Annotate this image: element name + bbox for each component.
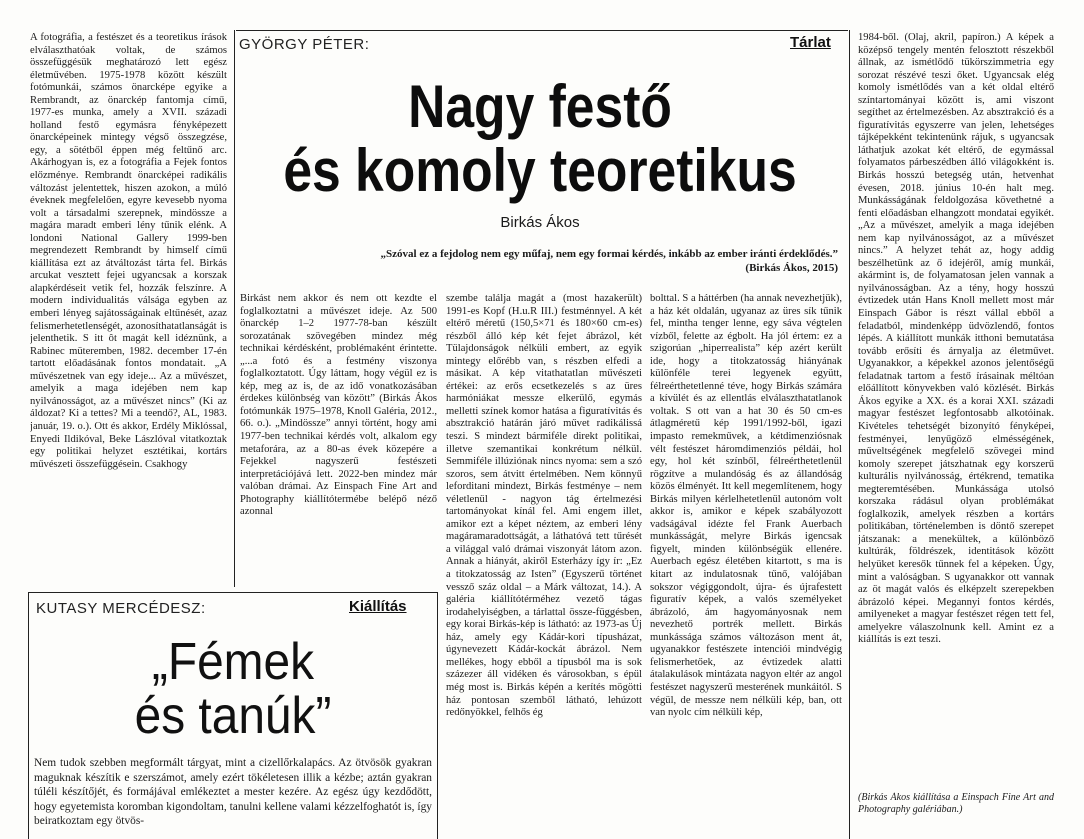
article1-top-rule xyxy=(236,30,848,31)
article1-rubric: Tárlat xyxy=(790,34,831,51)
article2-headline-line2: és tanúk” xyxy=(134,687,332,745)
article1-headline-line2: és komoly teoretikus xyxy=(283,137,797,204)
article1-column-right1 xyxy=(650,293,842,839)
article2-text: Nem tudok szebben megformált tárgyat, mint a cizellőrkalapács. Az ötvösök gyakran maguknak készítik e szerszámot, amely ezért tökéletesen illik a kézbe; aztán gyakran túléli készítőjét, és formájával emlékeztet a mester kezére. Az egész úgy kezdődött, hogy egyetemista koromban kigondoltam, tanulni kellene valami kézzelfoghatót is, így beiratkoztam egy ötvös- xyxy=(34,757,432,828)
article2-headline-line1: „Fémek xyxy=(151,633,315,691)
article1-text-mid2: szembe találja magát a (most hazakerült) 1991-es Kopf (H.u.R III.) festménnyel. A két eltérő méretű (150,5×71 és 180×60 cm-es) részből álló kép két fejet ábrázol, két Tülajdonságok nélküli embert, az egyik mintegy előrébb van, s részben elfedi a másikat. A kép vitathatatlan művészeti értékei: az erős ecsetkezelés s az üres harmóniákat messze elkerülő, egymás melletti színek komor hatása a figuratívitás és absztrakció határán járó művet radikálissá teszi. S mindezt bármiféle direkt politikai, illetve szemantikai konkrétum nélkül. Semmiféle illúziónak nincs nyoma: sem a szó szoros, sem átvitt értelmében. Nem könnyű leforditani mindezt, Birkás festménye – nem véletlenül - nagyon tág értelmezési tartományokat kínál fel. Ami engem illet, amikor ezt a képet néztem, az emberi lény magáramaradottságát, a láthatóvá tett tűrését a világgal való drámai viszonyát látom azon. Annak a hiányát, akiről Esterházy így ír: „Ez a titokzatosság az Isten” (Egyszerű történet vessző száz oldal – a Márk változat, 14.). A galéria kiállítótérméhez vezető tágas irodahelyiségben, a tárlattal össze-függésben, egy korai Birkás-kép is látható: az 1973-as Új ház, amely egy Kádár-kori típusházat, úgynevezett Kádár-kockát ábrázol. Nem mellékes, hogy ebből a típusból ma is sok százezer áll vidéken és városokban, s épül még most is. Birkás képén a kerítés mögötti ház pontosan szemből látható, lehúzott redőnyökkel, felhős ég xyxy=(446,293,642,719)
column-rule-left xyxy=(234,30,235,587)
article1-author: GYÖRGY PÉTER: xyxy=(239,36,370,53)
article1-headline-line1: Nagy festő xyxy=(408,73,672,140)
article1-caption-text: (Birkás Ákos kiállítása a Einspach Fine Art and Photography galériában.) xyxy=(858,792,1054,815)
article1-text-left: A fotográfia, a festészet és a teoretikus írások elválaszthatóak voltak, de számos összefüggésük meghatározó lett egész életművében. 1975-1978 között készült fotómunkái, számos önarcképe egyike a Rembrandt, az önarckép fantomja című, 1977-es munka, amely a XVII. századi holland festő egymásra fényképezett önarcképeinek mintegy végső összegzése, egy, a sötétből éppen még feltűnő arc. Akárhogyan is, ez a fotográfia a Fejek fontos előzménye. Rembrandt önarcképei radikális változást jelentettek, hiszen azokon, a múló éveknek megfelelően, egyre kevesebb nyoma volt a társadalmi szerepnek, mindössze a magára maradt emberi lény tűnik elénk. A londoni National Gallery 1999-ben megrendezett Rembrandt by himself című kiállítása ezt az átváltozást tárta fel. Birkás arcukat vesztett fejei ugyancsak a korszak alapkérdéseit vetik fel, hozzák felszínre. A modern individualitás válsága egyben az emberi lényeg sajátosságainak eltűnését, azaz felismerhetetlenségét, azonosíthatatlanságát is jelenthetik. S itt ôt magát kell idéznünk, a Rabinec müteremben, 1982. december 17-én tartott előadásának fontos mondatait. „A művészetnek van egy ideje... Az a művészet, amelyik a maga idejében nem kap nyilvánosságot, az a művészet nincs” (Ki az áldozat? Ki a tettes? Mi a teendő?, AL, 1983. január, 19. o.). Ott és akkor, Erdély Miklóssal, Enyedi Ildikóval, Beke Lászlóval vitatkoztak egy politikai helyzet esztétikai, kortárs művészeti összefüggésein. Csakhogy xyxy=(30,32,227,470)
article2-author: KUTASY MERCÉDESZ: xyxy=(36,600,206,617)
article1-quote-text: „Szóval ez a fejdolog nem egy műfaj, nem egy formai kérdés, inkább az ember iránti érdeklődés.” xyxy=(380,248,838,260)
article1-text-right1: bolttal. S a háttérben (ha annak nevezhetjük), a ház két oldalán, ugyanaz az üres sík tűnik fel, mintha tenger lenne, egy sáva végtelen vízből, felette az égbolt. Ha jól értem: ez a szigorúan „hiperrealista” kép azért került ide, hogy a titokzatosság hiányának különféle terei legyenek együtt, félreérthetetlenné téve, hogy Birkás számára a kívülét és az ellentlás elválaszthatatlanok voltak. S ott van a hat 30 és 50 cm-es átlagméretű kép 1991/1992-ből, igazi impasto remekművek, a kétdimenziósnak vélt festészet háromdimenziós példái, hol egy, hol két színből, félreérthetetlenül rögzítve a mulandóság és az állandóság közös élményét. Itt kell megemlítenem, hogy Birkás milyen kérlelhetetlenül autonóm volt akkor is, amikor e képek szabályozott vadságával idézte fel Frank Auerbach munkásságát, melyre Birkás igencsak figyelt, minden különbségük ellenére. Auerbach egész életében kitartott, s ma is kitart az indulatosnak tűnő, valójában sokszor végiggondolt, újra- és újrafestett figuratív képek, a valós személyeket ábrázoló, ám hagyományosnak nem nevezhető portrék mellett. Birkás munkássága számos változáson ment át, ugyanakkor festészete intenciói mindvégig felismerhetőek, az évtizedek alatti átalakulások mintázata nagyon eltér az angol festészet nagyszerű mesterének munkáitól. S végül, de messze nem nélküli kép, ban, ott van nyolc cím nélküli kép, xyxy=(650,293,842,719)
article2-rubric: Kiállítás xyxy=(349,598,407,615)
article1-caption xyxy=(858,792,1054,832)
article1-quote-source: (Birkás Ákos, 2015) xyxy=(745,262,838,274)
article1-byline: Birkás Ákos xyxy=(500,214,580,231)
article1-column-right2 xyxy=(858,32,1054,807)
article1-text-mid1: Birkást nem akkor és nem ott kezdte el foglalkoztatni a művészet ideje. Az 500 önarckép 1–2 1977-78-ban készült sorozatának szövegében mindez még technikai kérdésként, problémaként érintette. „...a fotó és a festmény viszonya foglalkoztatott. Úgy láttam, hogy végül ez is kép, meg az is, de az idő vonatkozásában érdekes különbség van között” (Birkás Ákos fotómunkák 1975–1978, Knoll Galéria, 2012., 66. o.). „Mindössze” annyi történt, hogy ami 1977-ben technikai kérdés volt, alkalom egy metaforára, az a 80-as évek közepére a Fejekkel nagyszerű festészeti interpretációjává lett. 2022-ben mindez már valóban drámai. Az Einspach Fine Art and Photography kiállítótermébe belépő néző azonnal xyxy=(240,293,437,518)
article1-quote xyxy=(250,247,838,275)
column-rule-right xyxy=(849,30,850,839)
article1-column-mid1 xyxy=(240,293,437,578)
article1-text-right2: 1984-ből. (Olaj, akril, papíron.) A képek a középső tengely mentén felosztott részekből állnak, az ismétlődő tükörszimmetria egy sorozat részévé teszi őket. Ugyancsak elég komoly ismétlődés van a két oldal eltérő színtartományai között is, ami viszont segíthet az értelmezésben. Az absztrakció és a figuratívitás egyszerre van jelen, lehetséges tájképekként tekintenünk rájuk, s ugyancsak láthatjuk azokat két eltérő, de egymással folyamatos párbeszédben álló világokként is. Birkás hosszú betegség után, hetvenhat évesen, 2018. június 10-én halt meg. Munkásságának feldolgozása követhetné a fenti előadásban elhangzott mondatai egyikét. „Az a művészet, amelyik a maga idejében nem kap nyilvánosságot, az a művészet nincs.” A helyzet tehát az, hogy addig beszélhetünk az ő idejéről, amíg munkái, akármint is, de folyamatosan jelen vannak a nyilvánosságban. Az a tény, hogy hosszú évtizedek után Hans Knoll mellett most már Einspach Gábor is részt vállal ebből a feladatból, mindenképp üdvözlendő, fontos lépés. A kiállított munkák itthoni bemutatása tovább erősíti és árnyalja az életművet. Ugyanakkor, a képekkel azonos jelentőségű feladatnak tartom a festő írásainak méltóan előállított könyvekben való közlését. Birkás Ákos egyike a XX. és a korai XXI. századi magyar festészet legfontosabb alkotóinak. Kivételes tehetségét bizonyító fényképei, festményei, lenyűgöző elmésségének, műveltségének megfelelő szövegei mind komoly szerepet játszhatnak egy korszerű kulturális nyilvánosság, értékrend, tematika megteremtésében. Munkássága utolsó korszaka rádásul olyan problémákat foglalkozik, amelyek részben a kortárs politikában, történelemben is döntő szerepet játszanak: a menekültek, a különböző kultúrák, földrészek, identitások között helyüket keresők tűnnek fel a képeken. Úgy, mint a valóságban. S ugyanakkor ott vannak az öt magát valós és elképzelt szerepekben ábrázoló képei. Megannyi fontos kérdés, amilyeneket a magyar festészet régen tett fel, amelyekre válaszolnunk kell. Amint ez a kiállítás is ezt teszi. xyxy=(858,32,1054,646)
article2-column xyxy=(34,756,432,839)
article1-column-mid2 xyxy=(446,293,642,839)
article1-column-left xyxy=(30,32,227,582)
